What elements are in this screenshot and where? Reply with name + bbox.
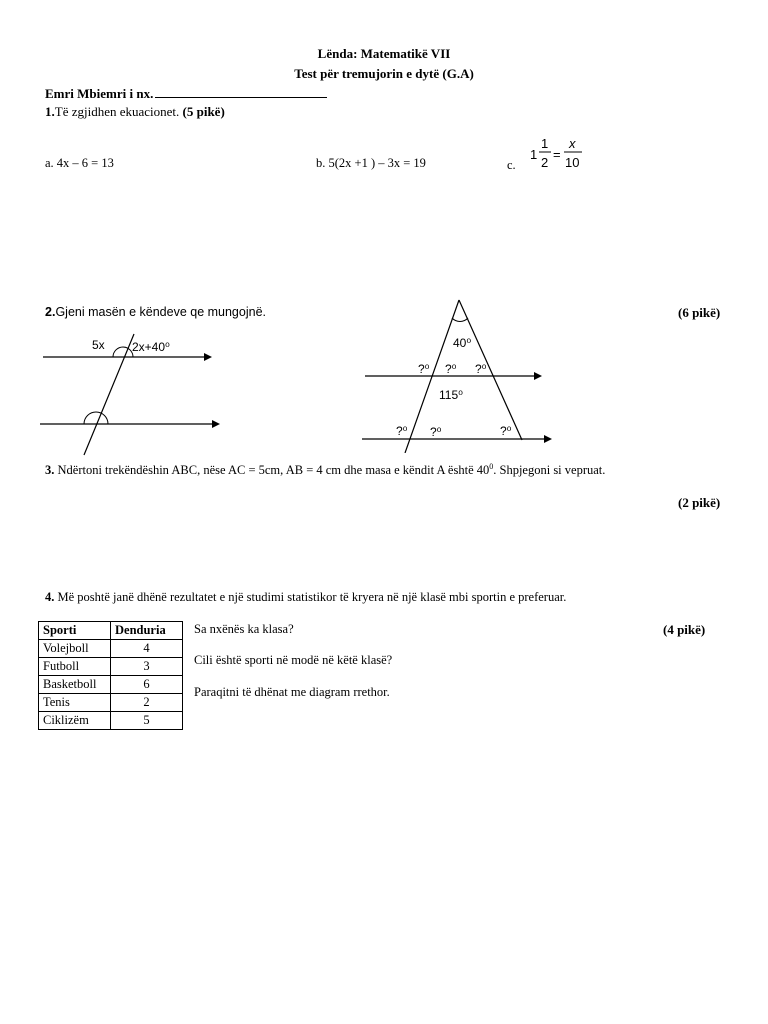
lower-angle-arc xyxy=(84,412,108,424)
header-frequency: Denduria xyxy=(111,622,183,640)
triangle-right-side xyxy=(459,300,522,440)
mid-center-angle-label: ?⁰ xyxy=(445,362,457,376)
table-row xyxy=(39,640,183,658)
bottom-line-arrow xyxy=(544,435,552,443)
middle-line-arrow xyxy=(534,372,542,380)
header-sport: Sporti xyxy=(39,622,111,640)
frequency-cell: 5 xyxy=(111,712,183,730)
q1-equation-c-label: c. xyxy=(507,158,516,172)
q1-equation-c-fraction xyxy=(528,132,588,174)
bot-left-angle-label: ?⁰ xyxy=(396,424,408,438)
student-name-line xyxy=(45,86,327,102)
q3-text-end: . Shpjegoni si vepruat. xyxy=(493,463,606,478)
q1-text: Të zgjidhen ekuacionet. xyxy=(54,104,180,119)
bot-center-angle-label: ?⁰ xyxy=(430,425,442,439)
q4-number: 4. xyxy=(45,590,55,604)
angle-5x-label: 5x xyxy=(92,338,105,352)
c-whole: 1 xyxy=(530,147,538,162)
q4-text: Më poshtë janë dhënë rezultatet e një studimi statistikor të kryera në një klasë mbi sportin e preferuar. xyxy=(54,590,567,604)
c-numerator: 1 xyxy=(541,136,549,151)
table-row xyxy=(39,712,183,730)
q3-text: Ndërtoni trekëndëshin ABC, nëse AC = 5cm, AB = 4 cm dhe masa e këndit A është 40 xyxy=(54,463,490,478)
q2-heading xyxy=(45,305,266,319)
c-equals: = xyxy=(553,147,561,162)
angle-2x40-label: 2x+40⁰ xyxy=(132,340,170,354)
subject-title: Lënda: Matematikë VII xyxy=(317,46,451,61)
upper-angle-arc xyxy=(113,347,133,357)
table-row xyxy=(39,676,183,694)
transversal-line xyxy=(84,334,134,455)
q3-points: (2 pikë) xyxy=(678,495,721,510)
inner-angle-label: 115⁰ xyxy=(439,388,463,402)
sport-cell: Ciklizëm xyxy=(39,712,111,730)
triangle-parallels-figure xyxy=(360,295,560,453)
sport-cell: Futboll xyxy=(39,658,111,676)
q4-heading xyxy=(45,590,566,605)
c-denominator: 2 xyxy=(541,155,549,170)
table-header-row xyxy=(39,622,183,640)
q1-points: (5 pikë) xyxy=(182,104,225,119)
q2-text: Gjeni masën e këndeve qe mungojnë. xyxy=(55,305,266,319)
test-title: Test për tremujorin e dytë (G.A) xyxy=(294,66,474,81)
sports-frequency-table xyxy=(38,621,183,730)
table-row xyxy=(39,694,183,712)
mid-left-angle-label: ?⁰ xyxy=(418,362,430,376)
sport-cell: Basketboll xyxy=(39,676,111,694)
student-name-label: Emri Mbiemri i nx. xyxy=(45,86,154,101)
q4-question-3: Paraqitni të dhënat me diagram rrethor. xyxy=(194,685,390,699)
q2-points: (6 pikë) xyxy=(678,305,721,320)
q1-equation-a: a. 4x – 6 = 13 xyxy=(45,156,114,170)
q3-degree-sup: 0 xyxy=(489,462,494,471)
q4-points: (4 pikë) xyxy=(663,622,706,637)
apex-angle-label: 40⁰ xyxy=(453,336,472,350)
mid-right-angle-label: ?⁰ xyxy=(475,362,487,376)
upper-line-arrow xyxy=(204,353,212,361)
table-row xyxy=(39,658,183,676)
c-right-numerator: x xyxy=(569,136,576,151)
sport-cell: Volejboll xyxy=(39,640,111,658)
q4-question-1: Sa nxënës ka klasa? xyxy=(194,622,294,636)
bot-right-angle-label: ?⁰ xyxy=(500,424,512,438)
sports-table-wrapper xyxy=(38,621,183,730)
q2-number: 2. xyxy=(45,305,56,319)
c-right-denominator: 10 xyxy=(565,155,580,170)
q1-heading xyxy=(45,104,225,120)
apex-angle-arc xyxy=(452,318,468,321)
parallel-lines-figure xyxy=(38,330,228,458)
frequency-cell: 2 xyxy=(111,694,183,712)
q4-question-2: Cili është sporti në modë në këtë klasë? xyxy=(194,653,393,667)
q1-equation-b: b. 5(2x +1 ) – 3x = 19 xyxy=(316,156,426,170)
q1-number: 1. xyxy=(45,104,55,119)
student-name-blank xyxy=(155,86,327,98)
frequency-cell: 6 xyxy=(111,676,183,694)
lower-line-arrow xyxy=(212,420,220,428)
q3-text-line xyxy=(45,462,605,478)
frequency-cell: 4 xyxy=(111,640,183,658)
sport-cell: Tenis xyxy=(39,694,111,712)
frequency-cell: 3 xyxy=(111,658,183,676)
q3-number: 3. xyxy=(45,463,55,478)
